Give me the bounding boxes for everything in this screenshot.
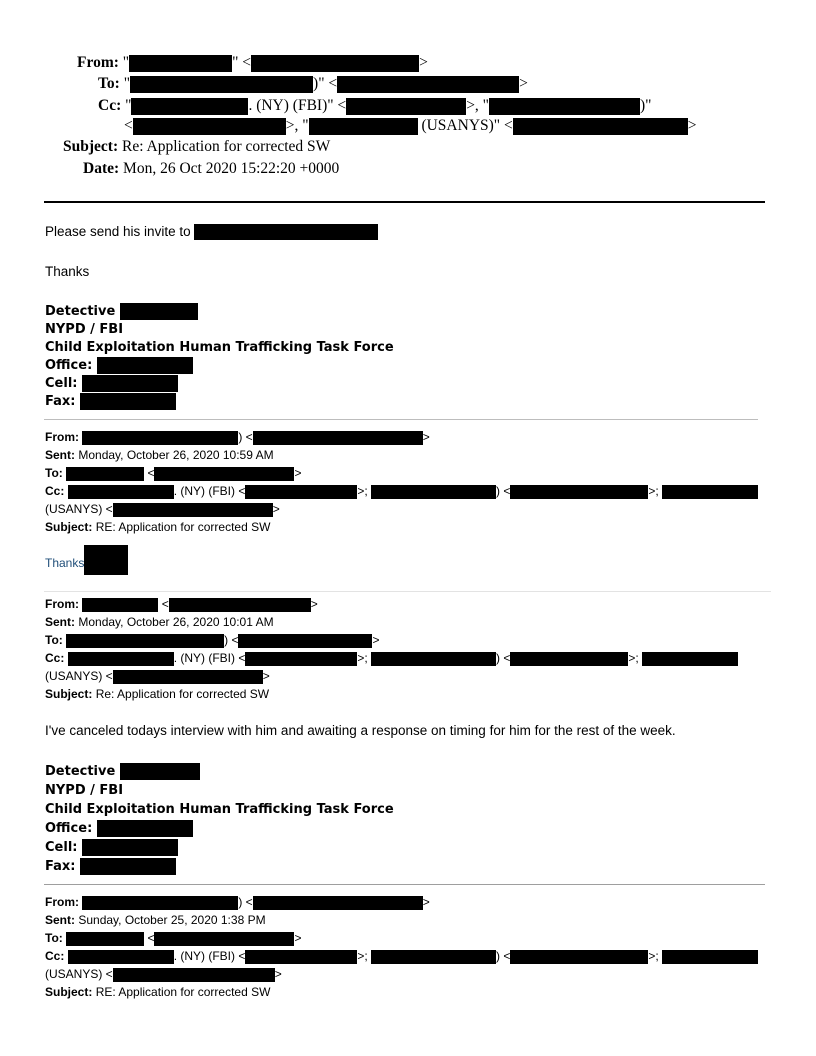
redaction: [371, 485, 496, 499]
fax-label: Fax:: [45, 394, 76, 409]
gt: >: [262, 669, 270, 683]
subject-label: Subject:: [45, 985, 93, 999]
gt-semi: >;: [628, 651, 639, 665]
quote-divider: [44, 884, 765, 885]
sent-label: Sent:: [45, 913, 75, 927]
header-from-label: From:: [77, 54, 119, 71]
quoted-sent-row: [45, 613, 274, 631]
paren-lt: ) <: [496, 651, 511, 665]
redaction: [194, 224, 378, 240]
message-send-invite: [45, 223, 378, 241]
paren-lt: ) <: [224, 633, 239, 647]
cc-usanys: (USANYS)" <: [417, 117, 513, 134]
redaction: [68, 485, 174, 499]
sent-value: Sunday, October 25, 2020 1:38 PM: [78, 913, 266, 927]
gt-semi: >;: [357, 651, 368, 665]
header-divider: [44, 201, 765, 203]
signature-fax: [45, 393, 176, 411]
signature-unit: NYPD / FBI: [45, 783, 124, 798]
usanys: (USANYS) <: [45, 669, 113, 683]
redaction: [133, 118, 286, 135]
redaction: [662, 950, 758, 964]
gt: >: [419, 54, 428, 71]
paren-lt: ) <: [238, 895, 253, 909]
sent-value: Monday, October 26, 2020 10:01 AM: [78, 615, 274, 629]
quoted-cc-row: [45, 482, 758, 500]
subject-label: Subject:: [45, 687, 93, 701]
redaction: [253, 896, 423, 910]
to-label: To:: [45, 931, 63, 945]
gt: >: [274, 967, 282, 981]
gt: >: [310, 597, 318, 611]
redaction: [82, 896, 238, 910]
quoted-to-row: [45, 464, 301, 482]
redaction: [82, 375, 178, 392]
redaction: [82, 431, 238, 445]
redaction: [245, 652, 357, 666]
gt-comma-quote: >, ": [466, 97, 490, 114]
quote-mark: ": [125, 97, 132, 114]
redaction: [510, 950, 648, 964]
lt: <: [161, 597, 169, 611]
redaction: [510, 652, 628, 666]
header-subject-value: Re: Application for corrected SW: [121, 138, 331, 155]
quote-divider: [44, 419, 758, 420]
detective-label: Detective: [45, 764, 116, 779]
redaction: [97, 357, 193, 374]
lt: <: [124, 117, 133, 134]
gt: >: [422, 895, 430, 909]
paren-lt: ) <: [496, 949, 511, 963]
redaction: [309, 118, 418, 135]
ny-fbi: . (NY) (FBI) <: [173, 949, 246, 963]
header-to-row: [98, 74, 528, 94]
send-invite-text: Please send his invite to: [45, 224, 191, 239]
gt: >: [294, 931, 302, 945]
quoted-from-row: [45, 893, 430, 911]
subject-label: Subject:: [45, 520, 93, 534]
signature-cell: [45, 839, 178, 857]
office-label: Office:: [45, 358, 93, 373]
sent-label: Sent:: [45, 448, 75, 462]
subject-value: RE: Application for corrected SW: [95, 520, 271, 534]
paren-lt: ) <: [238, 430, 253, 444]
redaction: [154, 467, 294, 481]
header-cc-label: Cc:: [98, 97, 122, 114]
redaction: [84, 545, 128, 575]
redaction: [154, 932, 294, 946]
cell-label: Cell:: [45, 840, 78, 855]
quoted-sent-row: [45, 446, 274, 464]
signature-cell: [45, 375, 178, 393]
quoted-from-row: [45, 428, 430, 446]
cc-label: Cc:: [45, 651, 65, 665]
quote-divider: [44, 591, 771, 592]
quoted-sent-row: [45, 911, 266, 929]
quoted-subject-row: [45, 983, 270, 1001]
ny-fbi: . (NY) (FBI) <: [173, 651, 246, 665]
header-cc-row-continued: [124, 116, 697, 136]
quoted-subject-row: [45, 518, 270, 536]
fax-label: Fax:: [45, 859, 76, 874]
quoted-cc-row-continued: [45, 500, 280, 518]
quote-lt: " <: [232, 54, 252, 71]
redaction: [253, 431, 423, 445]
signature-fax: [45, 858, 176, 876]
paren-quote: )": [640, 97, 652, 114]
redaction: [68, 652, 174, 666]
quoted-cc-row-continued: [45, 965, 282, 983]
quoted-cc-row: [45, 649, 738, 667]
gt-semi: >;: [357, 949, 368, 963]
redaction: [245, 485, 357, 499]
ny-fbi: . (NY) (FBI) <: [173, 484, 246, 498]
cc-label: Cc:: [45, 484, 65, 498]
gt: >: [372, 633, 380, 647]
redaction: [97, 820, 193, 837]
cc-label: Cc:: [45, 949, 65, 963]
signature-detective: [45, 763, 200, 781]
from-label: From:: [45, 597, 79, 611]
header-from-row: [77, 53, 428, 73]
quote-mark: ": [123, 75, 131, 92]
paren-lt: ) <: [496, 484, 511, 498]
quoted-subject-row: [45, 685, 269, 703]
redaction: [120, 303, 198, 320]
gt: >: [687, 117, 697, 134]
quoted-cc-row: [45, 947, 758, 965]
sent-value: Monday, October 26, 2020 10:59 AM: [78, 448, 274, 462]
gt: >: [294, 466, 302, 480]
redaction: [82, 839, 178, 856]
quoted-from-row: [45, 595, 318, 613]
detective-label: Detective: [45, 304, 116, 319]
redaction: [251, 55, 419, 72]
lt: <: [147, 931, 155, 945]
signature-detective: [45, 303, 198, 321]
signature-task-force: Child Exploitation Human Trafficking Task Force: [45, 340, 394, 355]
redaction: [371, 950, 496, 964]
signature-task-force: Child Exploitation Human Trafficking Task Force: [45, 802, 394, 817]
redaction: [80, 393, 176, 410]
message-thanks: Thanks: [45, 264, 90, 279]
redaction: [80, 858, 176, 875]
cc-ny-fbi: . (NY) (FBI)" <: [248, 97, 347, 114]
message-canceled: I've canceled todays interview with him and awaiting a response on timing for him for the rest of the week.: [45, 723, 676, 738]
header-cc-row: [98, 96, 652, 116]
redaction: [662, 485, 758, 499]
header-date-label: Date:: [83, 160, 120, 177]
usanys: (USANYS) <: [45, 967, 113, 981]
redaction: [130, 76, 313, 93]
to-label: To:: [45, 466, 63, 480]
redaction: [510, 485, 648, 499]
redaction: [642, 652, 738, 666]
to-label: To:: [45, 633, 63, 647]
signature-unit: NYPD / FBI: [45, 322, 124, 337]
gt-semi: >;: [357, 484, 368, 498]
redaction: [66, 467, 144, 481]
header-date-value: Mon, 26 Oct 2020 15:22:20 +0000: [123, 160, 340, 177]
redaction: [120, 763, 200, 780]
redaction: [346, 98, 466, 115]
paren-quote-lt: )" <: [313, 75, 338, 92]
sent-label: Sent:: [45, 615, 75, 629]
subject-value: Re: Application for corrected SW: [95, 687, 270, 701]
redaction: [129, 55, 232, 72]
usanys: (USANYS) <: [45, 502, 113, 516]
signature-office: [45, 820, 193, 838]
redaction: [131, 98, 248, 115]
from-label: From:: [45, 430, 79, 444]
gt: >: [272, 502, 280, 516]
header-subject-row: [63, 137, 330, 157]
header-subject-label: Subject:: [63, 138, 119, 155]
gt: >: [519, 75, 528, 92]
header-date-row: [83, 159, 339, 179]
redaction: [238, 634, 372, 648]
redaction: [245, 950, 357, 964]
quoted-to-row: [45, 929, 301, 947]
cell-label: Cell:: [45, 376, 78, 391]
redaction: [513, 118, 688, 135]
quoted-thanks: Thanks: [45, 556, 85, 570]
redaction: [113, 968, 275, 982]
redaction: [66, 634, 224, 648]
from-label: From:: [45, 895, 79, 909]
redaction: [337, 76, 519, 93]
redaction: [371, 652, 496, 666]
office-label: Office:: [45, 821, 93, 836]
signature-office: [45, 357, 193, 375]
quote-mark: ": [122, 54, 130, 71]
redaction: [169, 598, 311, 612]
gt: >: [422, 430, 430, 444]
redaction: [66, 932, 144, 946]
quoted-to-row: [45, 631, 379, 649]
gt-semi: >;: [648, 949, 659, 963]
gt-comma-quote: >, ": [285, 117, 309, 134]
lt: <: [147, 466, 155, 480]
gt-semi: >;: [648, 484, 659, 498]
redaction: [82, 598, 158, 612]
redaction: [68, 950, 174, 964]
redaction: [113, 503, 273, 517]
redaction: [489, 98, 640, 115]
subject-value: RE: Application for corrected SW: [95, 985, 271, 999]
quoted-cc-row-continued: [45, 667, 270, 685]
header-to-label: To:: [98, 75, 120, 92]
redaction: [113, 670, 263, 684]
